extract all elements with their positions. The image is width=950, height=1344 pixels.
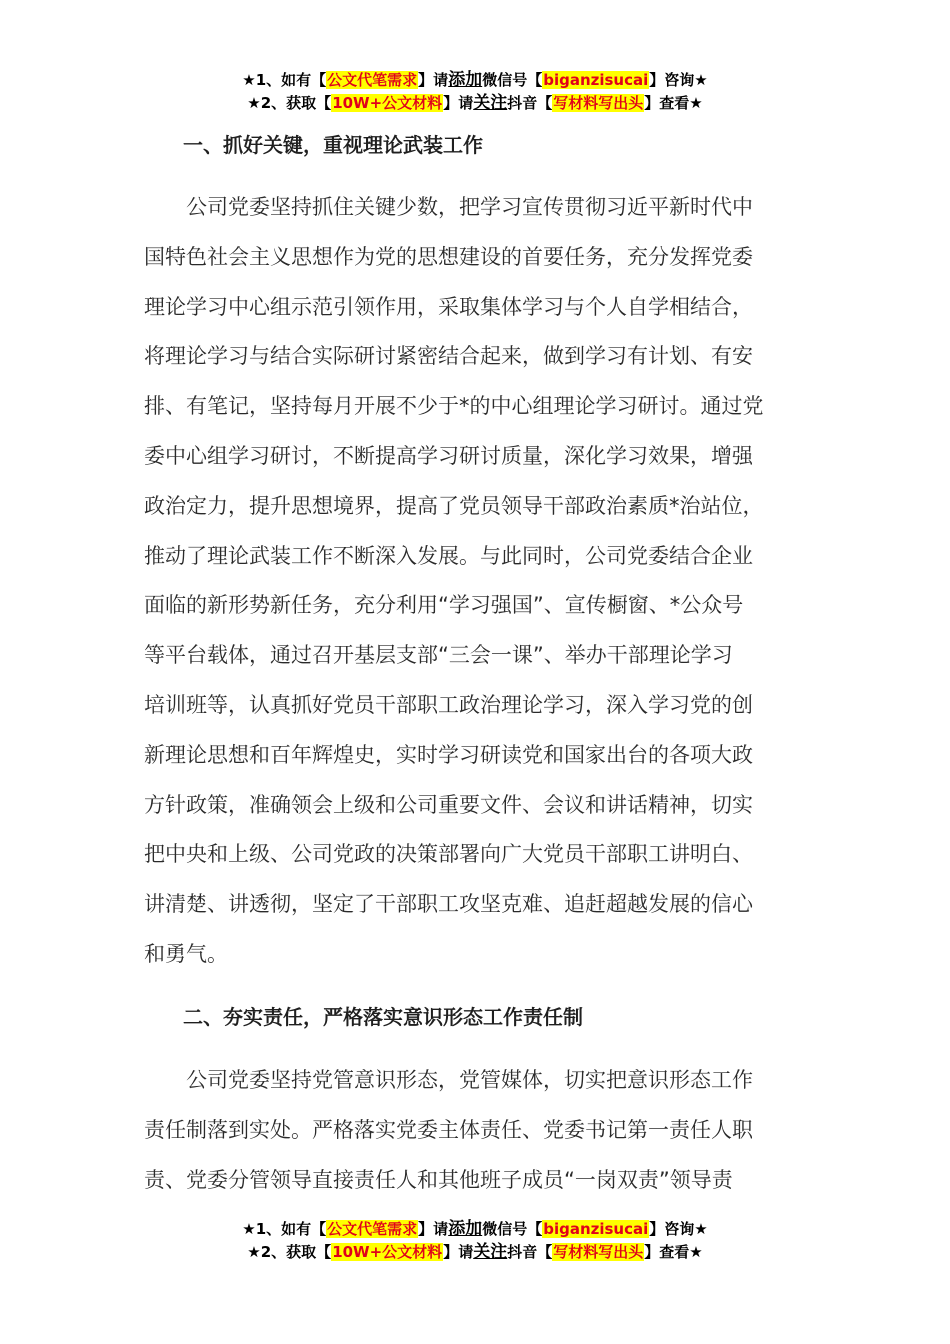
banner-highlight-douyin: 写材料写出头 <box>553 1243 644 1261</box>
paragraph-line: 政治定力，提升思想境界，提高了党员领导干部政治素质*治站位， <box>144 493 764 518</box>
banner-underlined-text: 关注 <box>473 93 508 113</box>
banner-text: 】请 <box>418 71 449 89</box>
banner-text: 抖音【 <box>507 1243 553 1261</box>
header-banner-line-1 <box>0 69 950 92</box>
paragraph-line: 将理论学习与结合实际研讨紧密结合起来，做到学习有计划、有安 <box>144 344 753 369</box>
paragraph-line: 新理论思想和百年辉煌史，实时学习研读党和国家出台的各项大政 <box>144 742 753 767</box>
section-2-heading: 二、夯实责任，严格落实意识形态工作责任制 <box>183 1005 583 1029</box>
paragraph-line: 责任制落到实处。严格落实党委主体责任、党委书记第一责任人职 <box>144 1117 753 1142</box>
footer-banner-line-2 <box>0 1241 950 1264</box>
paragraph-line: 面临的新形势新任务，充分利用“学习强国”、宣传橱窗、*公众号 <box>144 593 744 618</box>
banner-text: 抖音【 <box>507 94 553 112</box>
paragraph-line: 培训班等，认真抓好党员干部职工政治理论学习，深入学习党的创 <box>144 692 753 717</box>
banner-highlight-service: 公文代笔需求 <box>327 1220 418 1238</box>
paragraph-line: 等平台载体，通过召开基层支部“三会一课”、举办干部理论学习 <box>144 643 733 668</box>
banner-highlight-materials: 10W+公文材料 <box>332 94 443 112</box>
section-2-paragraph <box>144 1056 806 1205</box>
banner-highlight-wechat-id: biganzisucai <box>543 71 649 89</box>
banner-highlight-wechat-id: biganzisucai <box>543 1220 649 1238</box>
footer-banner-line-1 <box>0 1218 950 1241</box>
paragraph-line: 理论学习中心组示范引领作用，采取集体学习与个人自学相结合， <box>144 294 753 319</box>
banner-prefix: ★1、如有【 <box>242 1220 327 1238</box>
paragraph-line: 讲清楚、讲透彻，坚定了干部职工攻坚克难、追赶超越发展的信心 <box>144 892 753 917</box>
banner-suffix: 】咨询★ <box>649 1220 708 1238</box>
paragraph-line: 责、党委分管领导直接责任人和其他班子成员“一岗双责”领导责 <box>144 1167 733 1192</box>
paragraph-line: 方针政策，准确领会上级和公司重要文件、会议和讲话精神，切实 <box>144 792 753 817</box>
footer-banner <box>0 1218 950 1264</box>
section-1-paragraph <box>144 183 806 980</box>
banner-highlight-materials: 10W+公文材料 <box>332 1243 443 1261</box>
banner-suffix: 】咨询★ <box>649 71 708 89</box>
paragraph-line: 和勇气。 <box>144 941 228 966</box>
paragraph-line: 公司党委坚持党管意识形态，党管媒体，切实把意识形态工作 <box>186 1068 753 1092</box>
banner-text: 】请 <box>418 1220 449 1238</box>
header-banner-line-2 <box>0 92 950 115</box>
header-banner <box>0 69 950 115</box>
banner-text: 微信号【 <box>482 71 543 89</box>
banner-text: 微信号【 <box>482 1220 543 1238</box>
paragraph-line: 把中央和上级、公司党政的决策部署向广大党员干部职工讲明白、 <box>144 842 753 867</box>
banner-suffix: 】查看★ <box>644 94 703 112</box>
banner-underlined-text: 关注 <box>473 1242 508 1262</box>
banner-prefix: ★2、获取【 <box>247 1243 332 1261</box>
paragraph-line: 国特色社会主义思想作为党的思想建设的首要任务，充分发挥党委 <box>144 244 753 269</box>
banner-text: 】请 <box>443 1243 474 1261</box>
banner-prefix: ★2、获取【 <box>247 94 332 112</box>
paragraph-line: 排、有笔记，坚持每月开展不少于*的中心组理论学习研讨。通过党 <box>144 394 764 419</box>
banner-underlined-text: 添加 <box>448 1219 483 1239</box>
banner-prefix: ★1、如有【 <box>242 71 327 89</box>
paragraph-line: 公司党委坚持抓住关键少数，把学习宣传贯彻习近平新时代中 <box>186 195 753 219</box>
banner-underlined-text: 添加 <box>448 70 483 90</box>
banner-suffix: 】查看★ <box>644 1243 703 1261</box>
paragraph-line: 委中心组学习研讨，不断提高学习研讨质量，深化学习效果，增强 <box>144 443 753 468</box>
paragraph-line: 推动了理论武装工作不断深入发展。与此同时，公司党委结合企业 <box>144 543 753 568</box>
banner-highlight-service: 公文代笔需求 <box>327 71 418 89</box>
banner-highlight-douyin: 写材料写出头 <box>553 94 644 112</box>
section-1-heading: 一、抓好关键，重视理论武装工作 <box>183 133 483 157</box>
banner-text: 】请 <box>443 94 474 112</box>
